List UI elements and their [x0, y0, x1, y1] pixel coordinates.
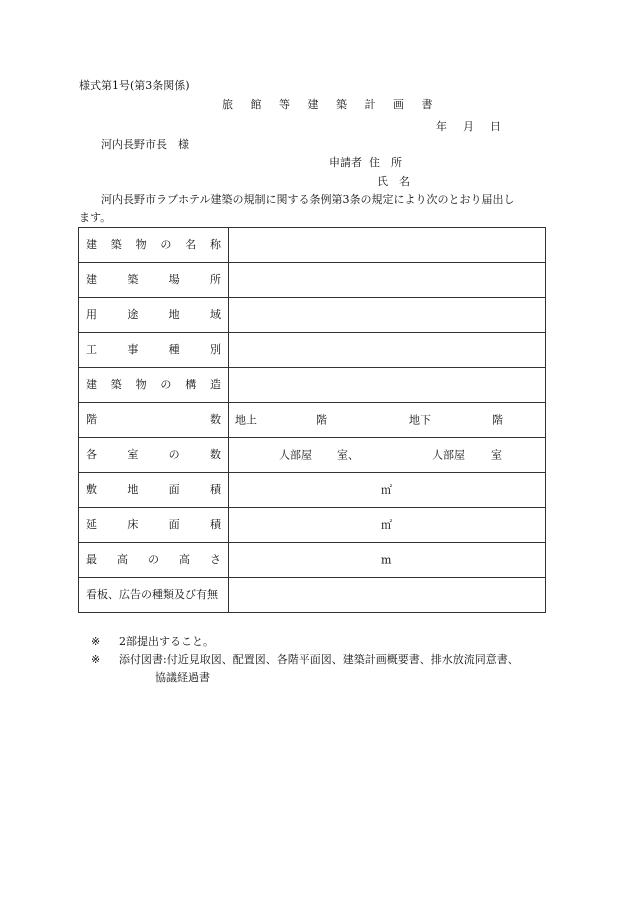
- field-site[interactable]: [229, 263, 546, 298]
- note-1-text: 2部提出すること。: [119, 635, 214, 648]
- applicant-name-row: [377, 175, 410, 188]
- label-char: 敷: [86, 483, 97, 497]
- note-mark: ※: [91, 635, 101, 648]
- label-zoning: [79, 298, 229, 333]
- label-work-type: [79, 333, 229, 368]
- label-char: 用: [86, 308, 97, 322]
- applicant-label: 申請者: [329, 156, 362, 169]
- note-mark: ※: [91, 653, 101, 666]
- label-char: 延: [86, 518, 97, 532]
- rooms-part2-suffix: 室: [491, 448, 502, 462]
- label-char: 別: [209, 343, 221, 357]
- row-site-area: [79, 473, 546, 508]
- label-char: 高: [117, 553, 128, 567]
- label-floor-area: [79, 508, 229, 543]
- date-month: 月: [463, 120, 474, 133]
- label-char: 築: [110, 378, 122, 392]
- label-char: 面: [168, 518, 180, 532]
- label-signage: [79, 578, 229, 613]
- intro-line-2: ます。: [79, 211, 112, 224]
- label-char: 域: [209, 308, 221, 322]
- notes: [91, 633, 519, 687]
- row-floors: [79, 403, 546, 438]
- label-char: 建: [86, 273, 97, 287]
- label-rooms: [79, 438, 229, 473]
- intro-line-1: 河内長野市ラブホテル建築の規制に関する条例第3条の規定により次のとおり届出し: [101, 193, 515, 206]
- field-max-height[interactable]: [229, 543, 546, 578]
- label-char: 積: [209, 518, 221, 532]
- row-signage: [79, 578, 546, 613]
- label-structure: [79, 368, 229, 403]
- label-char: 場: [168, 273, 180, 287]
- name-label: 氏 名: [377, 175, 410, 188]
- floors-above-unit: 階: [316, 413, 327, 427]
- field-rooms[interactable]: [229, 438, 546, 473]
- label-char: の: [148, 553, 159, 567]
- label-char: 称: [209, 238, 221, 252]
- row-max-height: [79, 543, 546, 578]
- address-label: 住 所: [369, 156, 402, 169]
- label-char: 最: [86, 553, 97, 567]
- label-char: 物: [135, 238, 147, 252]
- floors-below-unit: 階: [492, 413, 503, 427]
- form-number: 様式第1号(第3条関係): [79, 79, 190, 92]
- label-building-name: [79, 228, 229, 263]
- floors-above-label: 地上: [235, 413, 257, 427]
- label-char: 途: [127, 308, 139, 322]
- label-char: 室: [127, 448, 139, 462]
- label-char: の: [160, 378, 172, 392]
- row-floor-area: [79, 508, 546, 543]
- max-height-unit: m: [381, 553, 392, 567]
- site-area-unit: ㎡: [381, 483, 392, 497]
- row-structure: [79, 368, 546, 403]
- note-2-text: 添付図書:付近見取図、配置図、各階平面図、建築計画概要書、排水放流同意書、: [119, 653, 519, 666]
- field-signage[interactable]: [229, 578, 546, 613]
- label-char: 造: [209, 378, 221, 392]
- field-structure[interactable]: [229, 368, 546, 403]
- label-char: 所: [209, 273, 221, 287]
- label-char: 高: [179, 553, 190, 567]
- field-floor-area[interactable]: [229, 508, 546, 543]
- label-char: 建: [86, 378, 97, 392]
- form-table: [78, 227, 546, 613]
- row-rooms: [79, 438, 546, 473]
- field-work-type[interactable]: [229, 333, 546, 368]
- label-site-area: [79, 473, 229, 508]
- addressee: 河内長野市長 様: [101, 138, 189, 151]
- label-char: の: [160, 238, 172, 252]
- label-char: 物: [135, 378, 147, 392]
- row-building-name: [79, 228, 546, 263]
- label-char: 築: [127, 273, 139, 287]
- field-floors[interactable]: [229, 403, 546, 438]
- note-1: [91, 633, 519, 651]
- label-char: 地: [168, 308, 180, 322]
- label-char: 積: [209, 483, 221, 497]
- label-max-height: [79, 543, 229, 578]
- note-2: [91, 651, 519, 669]
- label-char: 地: [127, 483, 139, 497]
- date-day: 日: [490, 120, 501, 133]
- note-2-continuation: 協議経過書: [155, 671, 210, 684]
- label-char: 構: [185, 378, 197, 392]
- label-char: 名: [185, 238, 197, 252]
- label-char: 面: [168, 483, 180, 497]
- row-site: [79, 263, 546, 298]
- label-char: 種: [168, 343, 180, 357]
- label-char: 事: [127, 343, 139, 357]
- label-site: [79, 263, 229, 298]
- field-zoning[interactable]: [229, 298, 546, 333]
- label-char: 階: [86, 413, 97, 427]
- label-char: 建: [86, 238, 97, 252]
- label-char: さ: [210, 553, 221, 567]
- floor-area-unit: ㎡: [381, 518, 392, 532]
- label-char: 床: [127, 518, 139, 532]
- document-title: 旅 館 等 建 築 計 画 書: [222, 98, 434, 111]
- label-char: 各: [86, 448, 97, 462]
- label-char: 工: [86, 343, 97, 357]
- rooms-part1-suffix: 室、: [337, 448, 359, 462]
- date-year: 年: [436, 120, 447, 133]
- label-char: 数: [209, 448, 221, 462]
- field-building-name[interactable]: [229, 228, 546, 263]
- signage-label: 看板、広告の種類及び有無: [86, 588, 218, 602]
- date-line: [436, 120, 501, 133]
- label-floors: [79, 403, 229, 438]
- rooms-part2-unit: 人部屋: [432, 448, 465, 462]
- field-site-area[interactable]: [229, 473, 546, 508]
- rooms-part1-unit: 人部屋: [279, 448, 312, 462]
- floors-below-label: 地下: [409, 413, 431, 427]
- row-work-type: [79, 333, 546, 368]
- label-char: 築: [110, 238, 122, 252]
- label-char: の: [168, 448, 180, 462]
- label-char: 数: [210, 413, 221, 427]
- row-zoning: [79, 298, 546, 333]
- applicant-address-row: [329, 156, 402, 169]
